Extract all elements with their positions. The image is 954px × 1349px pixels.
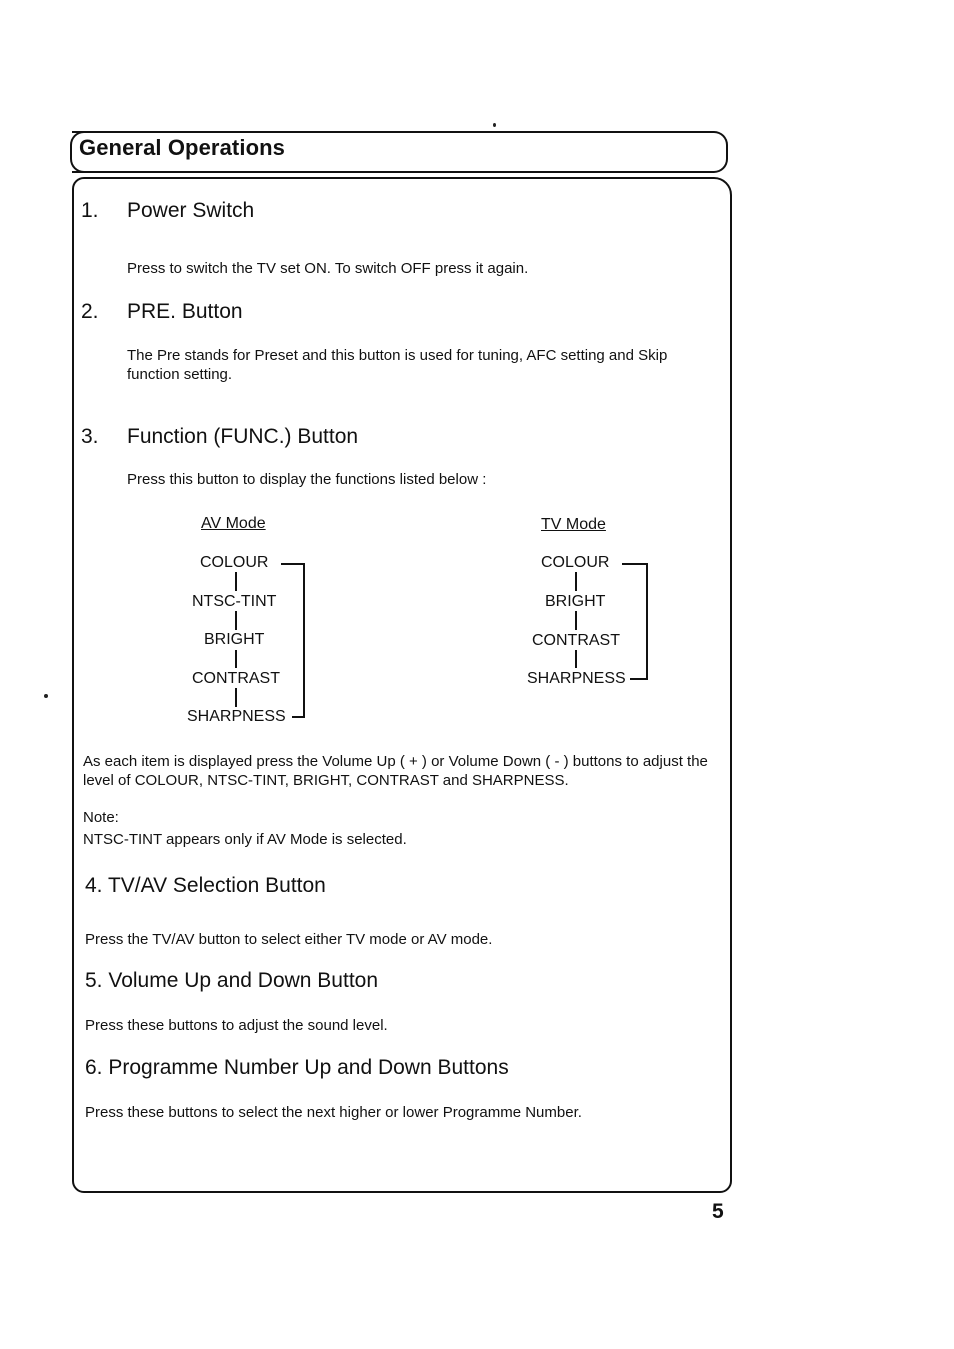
av-item-contrast: CONTRAST: [192, 670, 280, 687]
section-4-title: 4. TV/AV Selection Button: [85, 874, 326, 897]
scan-speck: [44, 694, 48, 698]
av-loop-side: [303, 563, 305, 718]
tv-item-colour: COLOUR: [541, 554, 610, 571]
tv-item-bright: BRIGHT: [545, 593, 606, 610]
tv-mode-heading: TV Mode: [541, 516, 606, 533]
section-1-title: Power Switch: [127, 199, 255, 222]
section-6-title: 6. Programme Number Up and Down Buttons: [85, 1056, 509, 1079]
av-item-bright: BRIGHT: [204, 631, 265, 648]
tv-connector-3: [575, 650, 577, 668]
av-loop-top: [281, 563, 305, 565]
section-2-text: The Pre stands for Preset and this button is used for tuning, AFC setting and Skip function setting.: [127, 347, 668, 383]
av-connector-3: [235, 650, 237, 668]
section-6-text: Press these buttons to select the next higher or lower Programme Number.: [85, 1104, 582, 1121]
av-connector-4: [235, 688, 237, 707]
adjust-instructions: As each item is displayed press the Volume Up ( + ) or Volume Down ( - ) buttons to adjust the level of COLOUR, NTSC-TINT, BRIGHT, CONTRAST and SHARPNESS.: [83, 753, 708, 789]
av-item-ntsc-tint: NTSC-TINT: [192, 593, 277, 610]
av-connector-2: [235, 611, 237, 630]
section-3-number: 3.: [81, 425, 99, 448]
av-connector-1: [235, 572, 237, 591]
section-2-number: 2.: [81, 300, 99, 323]
page-title: General Operations: [79, 135, 285, 160]
section-1-text: Press to switch the TV set ON. To switch OFF press it again.: [127, 260, 529, 277]
section-5-text: Press these buttons to adjust the sound level.: [85, 1017, 388, 1034]
tv-connector-1: [575, 572, 577, 591]
av-item-colour: COLOUR: [200, 554, 269, 571]
section-3-title: Function (FUNC.) Button: [127, 425, 359, 448]
section-3-text: Press this button to display the functions listed below :: [127, 471, 487, 488]
note-label: Note:: [83, 809, 119, 826]
tv-item-sharpness: SHARPNESS: [527, 670, 626, 687]
tv-loop-top: [622, 563, 648, 565]
scan-speck: [493, 123, 496, 127]
tv-loop-bottom: [630, 678, 648, 680]
section-2-title: PRE. Button: [127, 300, 243, 323]
av-item-sharpness: SHARPNESS: [187, 708, 286, 725]
note-text: NTSC-TINT appears only if AV Mode is selected.: [83, 831, 407, 848]
section-5-title: 5. Volume Up and Down Button: [85, 969, 379, 992]
av-loop-bottom: [292, 716, 305, 718]
section-4-text: Press the TV/AV button to select either TV mode or AV mode.: [85, 931, 493, 948]
tv-item-contrast: CONTRAST: [532, 632, 620, 649]
content-frame: [72, 177, 732, 1193]
tv-loop-side: [646, 563, 648, 680]
section-1-number: 1.: [81, 199, 99, 222]
tv-connector-2: [575, 611, 577, 630]
av-mode-heading: AV Mode: [201, 515, 266, 532]
page-number: 5: [712, 1200, 724, 1223]
